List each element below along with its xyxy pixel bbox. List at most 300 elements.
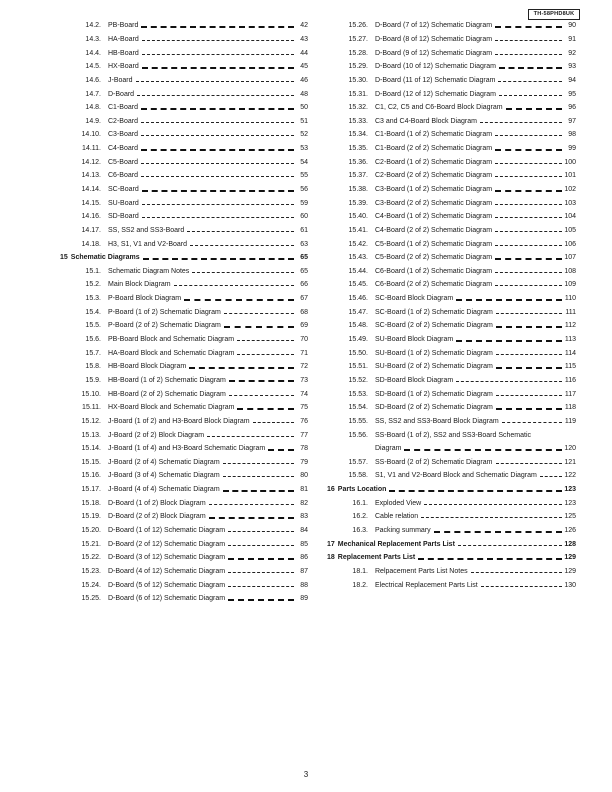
toc-entry-number: 15.23. — [81, 567, 101, 575]
toc-entry-page: 75 — [300, 404, 308, 412]
toc-entry[interactable] — [60, 169, 308, 183]
toc-entry-page: 51 — [300, 117, 308, 125]
toc-entry-number: 15.4. — [85, 308, 101, 316]
toc-entry[interactable] — [327, 524, 576, 538]
toc-entry-page: 93 — [568, 63, 576, 71]
toc-entry[interactable] — [60, 87, 308, 101]
toc-entry-page: 122 — [564, 472, 576, 480]
toc-entry[interactable] — [327, 456, 576, 470]
toc-entry-number: 15.31. — [348, 90, 368, 98]
toc-entry[interactable] — [60, 46, 308, 60]
toc-entry-title: D-Board (1 of 2) Block Diagram — [108, 499, 206, 507]
toc-entry[interactable] — [327, 87, 576, 101]
toc-entry-page: 78 — [300, 445, 308, 453]
toc-entry[interactable] — [327, 442, 576, 456]
toc-entry-page: 81 — [300, 486, 308, 494]
toc-entry-title: SU-Board Block Diagram — [375, 336, 454, 344]
toc-entry-page: 59 — [300, 199, 308, 207]
dot-leader — [456, 299, 562, 301]
toc-entry-page: 80 — [300, 472, 308, 480]
toc-entry[interactable] — [60, 74, 308, 88]
toc-entry-title: SU-Board — [108, 199, 139, 207]
toc-entry-number: 15.53. — [348, 390, 368, 398]
toc-entry-title: D-Board (3 of 12) Schematic Diagram — [108, 554, 226, 562]
dot-leader — [496, 463, 563, 464]
toc-entry-page: 111 — [565, 308, 576, 316]
toc-entry-page: 125 — [564, 513, 576, 521]
toc-entry-page: 104 — [564, 213, 576, 221]
toc-entry-page: 70 — [300, 336, 308, 344]
toc-entry-title: C1-Board (1 of 2) Schematic Diagram — [375, 131, 493, 139]
toc-entry-title: P-Board (1 of 2) Schematic Diagram — [108, 308, 221, 316]
dot-leader — [389, 490, 562, 492]
toc-entry[interactable] — [327, 305, 576, 319]
model-number-tag: TH-58PHD8UK — [528, 9, 580, 20]
toc-entry[interactable] — [327, 114, 576, 128]
dot-leader — [496, 354, 562, 355]
toc-entry-number: 15.1. — [85, 267, 101, 275]
toc-entry[interactable] — [327, 33, 576, 47]
toc-entry-number: 18.2. — [352, 581, 368, 589]
dot-leader — [190, 245, 294, 246]
toc-entry-page: 119 — [564, 417, 576, 425]
toc-entry-number: 15.12. — [81, 417, 101, 425]
toc-entry-page: 55 — [300, 172, 308, 180]
toc-entry-title: D-Board — [108, 90, 135, 98]
toc-entry-number: 15.2. — [85, 281, 101, 289]
dot-leader — [253, 422, 294, 423]
dot-leader — [228, 545, 294, 546]
toc-entry[interactable] — [60, 456, 308, 470]
toc-entry[interactable] — [60, 565, 308, 579]
dot-leader — [224, 313, 294, 314]
dot-leader — [141, 108, 294, 110]
toc-entry[interactable] — [60, 33, 308, 47]
toc-entry-number: 15.56. — [348, 431, 368, 439]
dot-leader — [424, 504, 562, 505]
toc-entry[interactable] — [60, 496, 308, 510]
toc-entry-number: 15.49. — [348, 336, 368, 344]
toc-entry[interactable] — [327, 60, 576, 74]
dot-leader — [228, 586, 294, 587]
toc-entry[interactable] — [327, 333, 576, 347]
dot-leader — [499, 95, 562, 96]
toc-entry[interactable] — [327, 292, 576, 306]
dot-leader — [495, 190, 562, 192]
toc-entry-page: 120 — [564, 445, 576, 453]
toc-entry[interactable] — [327, 19, 576, 33]
toc-entry[interactable] — [60, 210, 308, 224]
dot-leader — [143, 258, 294, 260]
dot-leader — [142, 204, 294, 205]
toc-entry-title: D-Board (12 of 12) Schematic Diagram — [375, 90, 496, 98]
toc-entry-title: Diagram — [375, 445, 402, 453]
toc-entry-page: 46 — [300, 76, 308, 84]
toc-entry-page: 48 — [300, 90, 308, 98]
toc-entry[interactable] — [327, 169, 576, 183]
toc-entry-title: C4-Board (1 of 2) Schematic Diagram — [375, 213, 493, 221]
dot-leader — [456, 381, 562, 382]
toc-entry[interactable] — [327, 183, 576, 197]
toc-entry-title: Replacement Parts List — [337, 554, 416, 562]
toc-entry-page: 128 — [564, 540, 576, 548]
dot-leader — [223, 476, 294, 477]
toc-entry-title: SD-Board — [108, 213, 139, 221]
toc-entry[interactable] — [327, 401, 576, 415]
dot-leader — [495, 258, 562, 260]
toc-entry-title: D-Board (6 of 12) Schematic Diagram — [108, 595, 226, 603]
toc-entry-page: 71 — [300, 349, 308, 357]
toc-entry[interactable] — [60, 265, 308, 279]
toc-entry-title: SC-Board Block Diagram — [375, 295, 454, 303]
toc-entry-title: HB-Board — [108, 49, 139, 57]
toc-entry-title: Electrical Replacement Parts List — [375, 581, 478, 589]
toc-entry-title: J-Board — [108, 76, 133, 84]
toc-entry-title: SS, SS2 and SS3-Board Block Diagram — [375, 417, 499, 425]
toc-entry[interactable] — [60, 551, 308, 565]
toc-entry-title: J-Board (4 of 4) Schematic Diagram — [108, 486, 220, 494]
toc-entry-number: 17 — [327, 540, 335, 548]
toc-entry[interactable] — [327, 128, 576, 142]
toc-entry[interactable] — [60, 183, 308, 197]
toc-entry[interactable] — [60, 196, 308, 210]
toc-entry-page: 65 — [300, 267, 308, 275]
dot-leader — [223, 490, 294, 492]
dot-leader — [228, 572, 294, 573]
toc-entry-page: 97 — [568, 117, 576, 125]
toc-entry-page: 103 — [564, 199, 576, 207]
toc-entry-page: 121 — [564, 458, 576, 466]
toc-entry-number: 18 — [327, 554, 335, 562]
dot-leader — [496, 313, 562, 314]
dot-leader — [496, 395, 562, 396]
toc-entry[interactable] — [327, 74, 576, 88]
dot-leader — [237, 408, 294, 410]
dot-leader — [404, 449, 562, 451]
toc-entry[interactable] — [60, 374, 308, 388]
toc-entry-page: 114 — [564, 349, 576, 357]
toc-entry-number: 14.16. — [81, 213, 101, 221]
toc-entry[interactable] — [327, 237, 576, 251]
toc-entry-title: HB-Board (2 of 2) Schematic Diagram — [108, 390, 226, 398]
toc-entry-number: 15.47. — [348, 308, 368, 316]
toc-entry-page: 130 — [564, 581, 576, 589]
toc-section-heading[interactable] — [327, 537, 576, 551]
toc-entry-number: 15.27. — [348, 35, 368, 43]
toc-entry[interactable] — [60, 60, 308, 74]
toc-entry[interactable] — [327, 142, 576, 156]
toc-entry-number: 15.22. — [81, 554, 101, 562]
toc-entry-page: 101 — [564, 172, 576, 180]
toc-entry[interactable] — [60, 442, 308, 456]
toc-entry-title: SC-Board (1 of 2) Schematic Diagram — [375, 308, 493, 316]
toc-entry[interactable] — [327, 46, 576, 60]
toc-entry[interactable] — [60, 483, 308, 497]
toc-entry[interactable] — [60, 319, 308, 333]
dot-leader — [228, 599, 294, 601]
toc-entry-number: 14.3. — [85, 35, 101, 43]
toc-entry-page: 63 — [300, 240, 308, 248]
dot-leader — [495, 135, 562, 136]
toc-entry[interactable] — [327, 101, 576, 115]
toc-entry-number: 15.52. — [348, 376, 368, 384]
dot-leader — [229, 380, 294, 382]
dot-leader — [136, 81, 294, 82]
toc-entry-number: 15 — [60, 254, 68, 262]
dot-leader — [540, 476, 562, 477]
toc-entry-page: 96 — [568, 104, 576, 112]
toc-entry-title: C4-Board — [108, 145, 138, 153]
toc-entry-page: 110 — [564, 295, 576, 303]
toc-entry-title: D-Board (2 of 2) Block Diagram — [108, 513, 206, 521]
toc-entry[interactable] — [327, 251, 576, 265]
toc-entry[interactable] — [60, 387, 308, 401]
toc-entry[interactable] — [60, 469, 308, 483]
dot-leader — [496, 367, 562, 369]
toc-entry-number: 15.28. — [348, 49, 368, 57]
toc-entry-title: HA-Board — [108, 35, 139, 43]
toc-entry-number: 14.18. — [81, 240, 101, 248]
toc-entry[interactable] — [327, 224, 576, 238]
toc-entry[interactable] — [60, 142, 308, 156]
toc-entry[interactable] — [327, 565, 576, 579]
toc-entry[interactable] — [60, 346, 308, 360]
dot-leader — [421, 517, 562, 518]
toc-entry[interactable] — [60, 510, 308, 524]
toc-entry-title: C2-Board (2 of 2) Schematic Diagram — [375, 172, 493, 180]
dot-leader — [495, 26, 562, 28]
toc-entry-title: C5-Board (1 of 2) Schematic Diagram — [375, 240, 493, 248]
toc-entry[interactable] — [60, 537, 308, 551]
dot-leader — [228, 531, 294, 532]
dot-leader — [229, 395, 294, 396]
toc-entry-page: 44 — [300, 49, 308, 57]
toc-entry-number: 16.1. — [352, 499, 368, 507]
dot-leader — [268, 449, 294, 451]
toc-entry-page: 118 — [564, 404, 576, 412]
toc-entry[interactable] — [327, 155, 576, 169]
dot-leader — [141, 26, 294, 28]
toc-entry-number: 14.8. — [85, 104, 101, 112]
dot-leader — [434, 531, 562, 533]
toc-entry[interactable] — [327, 278, 576, 292]
dot-leader — [237, 340, 294, 341]
toc-entry-page: 53 — [300, 145, 308, 153]
toc-entry-title: J-Board (1 of 4) and H3-Board Schematic Diagram — [108, 445, 266, 453]
toc-entry[interactable] — [60, 128, 308, 142]
toc-entry-number: 15.18. — [81, 499, 101, 507]
toc-entry-title: H3, S1, V1 and V2-Board — [108, 240, 187, 248]
toc-entry-number: 15.9. — [85, 376, 101, 384]
toc-entry[interactable] — [60, 237, 308, 251]
toc-entry-title: SS, SS2 and SS3-Board — [108, 226, 185, 234]
toc-entry-page: 50 — [300, 104, 308, 112]
toc-entry-page: 100 — [564, 158, 576, 166]
toc-entry-page: 52 — [300, 131, 308, 139]
toc-entry[interactable] — [327, 496, 576, 510]
toc-entry-title: C3 and C4-Board Block Diagram — [375, 117, 477, 125]
toc-entry[interactable] — [60, 19, 308, 33]
toc-entry-title: C2-Board (1 of 2) Schematic Diagram — [375, 158, 493, 166]
toc-entry[interactable] — [60, 428, 308, 442]
toc-entry-number: 14.17. — [81, 226, 101, 234]
toc-entry-page: 74 — [300, 390, 308, 398]
toc-entry-title: C6-Board (1 of 2) Schematic Diagram — [375, 267, 493, 275]
toc-entry-number: 15.15. — [81, 458, 101, 466]
toc-entry-number: 16.2. — [352, 513, 368, 521]
toc-entry-page: 42 — [300, 22, 308, 30]
toc-entry-title: C2-Board — [108, 117, 138, 125]
dot-leader — [142, 40, 294, 41]
toc-entry[interactable] — [327, 374, 576, 388]
toc-entry[interactable] — [327, 510, 576, 524]
toc-entry-number: 15.38. — [348, 186, 368, 193]
toc-entry-title: D-Board (7 of 12) Schematic Diagram — [375, 22, 493, 30]
toc-entry[interactable] — [60, 114, 308, 128]
dot-leader — [498, 81, 562, 82]
dot-leader — [495, 54, 562, 55]
toc-entry[interactable] — [60, 155, 308, 169]
toc-entry-page: 107 — [564, 254, 576, 262]
dot-leader — [499, 67, 562, 69]
toc-entry-title: Mechanical Replacement Parts List — [337, 540, 455, 548]
toc-entry-title: HX-Board Block and Schematic Diagram — [108, 404, 235, 412]
toc-entry[interactable] — [60, 592, 308, 606]
toc-entry-page: 106 — [564, 240, 576, 248]
toc-entry[interactable] — [60, 305, 308, 319]
toc-entry[interactable] — [327, 360, 576, 374]
toc-section-heading[interactable] — [60, 251, 308, 265]
toc-entry-title: SS-Board (2 of 2) Schematic Diagram — [375, 458, 493, 466]
toc-entry[interactable] — [327, 196, 576, 210]
toc-entry-number: 15.36. — [348, 158, 368, 166]
toc-entry-number: 15.37. — [348, 172, 368, 180]
toc-entry-title: C6-Board (2 of 2) Schematic Diagram — [375, 281, 493, 289]
toc-entry[interactable] — [327, 578, 576, 592]
toc-entry[interactable] — [60, 278, 308, 292]
toc-entry-page: 61 — [300, 226, 308, 234]
toc-entry-number: 15.51. — [348, 363, 368, 371]
toc-entry[interactable] — [60, 401, 308, 415]
toc-entry-number: 15.57. — [348, 458, 368, 466]
dot-leader — [141, 149, 294, 151]
toc-entry[interactable] — [327, 387, 576, 401]
dot-leader — [502, 422, 562, 423]
toc-entry-number: 14.15. — [81, 199, 101, 207]
toc-entry-number: 16 — [327, 486, 335, 494]
dot-leader — [137, 95, 294, 96]
toc-entry-page: 117 — [564, 390, 576, 398]
toc-entry-title: SS-Board (1 of 2), SS2 and SS3-Board Schematic — [375, 431, 532, 439]
toc-entry-page: 92 — [568, 49, 576, 57]
toc-entry-title: HB-Board (1 of 2) Schematic Diagram — [108, 376, 226, 384]
toc-entry-number: 18.1. — [352, 567, 368, 575]
toc-entry-page: 99 — [568, 145, 576, 153]
toc-entry[interactable] — [60, 360, 308, 374]
toc-entry[interactable] — [60, 224, 308, 238]
toc-entry[interactable] — [60, 333, 308, 347]
dot-leader — [496, 326, 562, 328]
toc-entry[interactable] — [60, 292, 308, 306]
toc-entry-title: D-Board (2 of 12) Schematic Diagram — [108, 540, 226, 548]
toc-entry-title: PB-Board Block and Schematic Diagram — [108, 336, 235, 344]
toc-section-heading[interactable] — [327, 551, 576, 565]
toc-entry[interactable] — [327, 415, 576, 429]
toc-entry-page: 123 — [564, 499, 576, 507]
toc-section-heading[interactable] — [327, 483, 576, 497]
toc-entry-page: 84 — [300, 527, 308, 535]
dot-leader — [495, 285, 562, 286]
dot-leader — [456, 340, 562, 342]
dot-leader — [481, 586, 562, 587]
toc-entry-number: 16.3. — [352, 527, 368, 535]
toc-entry-page: 73 — [300, 376, 308, 384]
toc-entry[interactable] — [327, 319, 576, 333]
toc-entry-page: 66 — [300, 281, 308, 289]
toc-entry[interactable] — [60, 524, 308, 538]
toc-entry[interactable] — [327, 210, 576, 224]
toc-entry-page: 95 — [568, 90, 576, 98]
toc-entry-number: 15.32. — [348, 104, 368, 112]
toc-entry-page: 69 — [300, 322, 308, 330]
dot-leader — [495, 204, 562, 205]
dot-leader — [496, 408, 562, 410]
toc-entry-title: SD-Board (1 of 2) Schematic Diagram — [375, 390, 493, 398]
toc-entry[interactable] — [327, 469, 576, 483]
dot-leader — [458, 545, 562, 546]
toc-entry-title: C4-Board (2 of 2) Schematic Diagram — [375, 226, 493, 234]
toc-entry-number: 15.19. — [81, 513, 101, 521]
toc-entry[interactable] — [60, 101, 308, 115]
toc-entry[interactable] — [327, 428, 576, 442]
dot-leader — [142, 190, 294, 192]
toc-entry-page: 76 — [300, 417, 308, 425]
toc-entry-page: 123 — [564, 486, 576, 494]
toc-entry-page: 77 — [300, 431, 308, 439]
toc-entry-page: 45 — [300, 63, 308, 71]
toc-entry-title: HX-Board — [108, 63, 139, 71]
toc-entry-number: 15.25. — [81, 595, 101, 603]
toc-entry-title: Packing summary — [375, 527, 431, 535]
toc-entry-title: C5-Board (2 of 2) Schematic Diagram — [375, 254, 493, 262]
dot-leader — [228, 558, 294, 560]
dot-leader — [174, 285, 294, 286]
toc-entry-number: 15.58. — [348, 472, 368, 480]
toc-entry-page: 67 — [300, 295, 308, 303]
toc-entry-number: 15.54. — [348, 404, 368, 412]
dot-leader — [495, 149, 562, 151]
dot-leader — [480, 122, 562, 123]
toc-entry[interactable] — [60, 578, 308, 592]
dot-leader — [141, 163, 294, 164]
toc-entry-page: 56 — [300, 186, 308, 193]
toc-entry-page: 85 — [300, 540, 308, 548]
toc-entry-number: 14.9. — [85, 117, 101, 125]
toc-entry-page: 109 — [564, 281, 576, 289]
toc-entry-number: 15.14. — [81, 445, 101, 453]
toc-entry[interactable] — [327, 265, 576, 279]
toc-entry-title: D-Board (11 of 12) Schematic Diagram — [375, 76, 496, 84]
toc-entry-number: 15.48. — [348, 322, 368, 330]
toc-entry-title: Parts Location — [337, 486, 387, 494]
toc-entry[interactable] — [327, 346, 576, 360]
toc-entry[interactable] — [60, 415, 308, 429]
toc-entry-title: PB-Board — [108, 22, 139, 30]
toc-entry-title: Schematic Diagrams — [70, 254, 140, 262]
toc-entry-number: 15.55. — [348, 417, 368, 425]
dot-leader — [237, 354, 294, 355]
toc-entry-number: 15.11. — [82, 404, 101, 412]
